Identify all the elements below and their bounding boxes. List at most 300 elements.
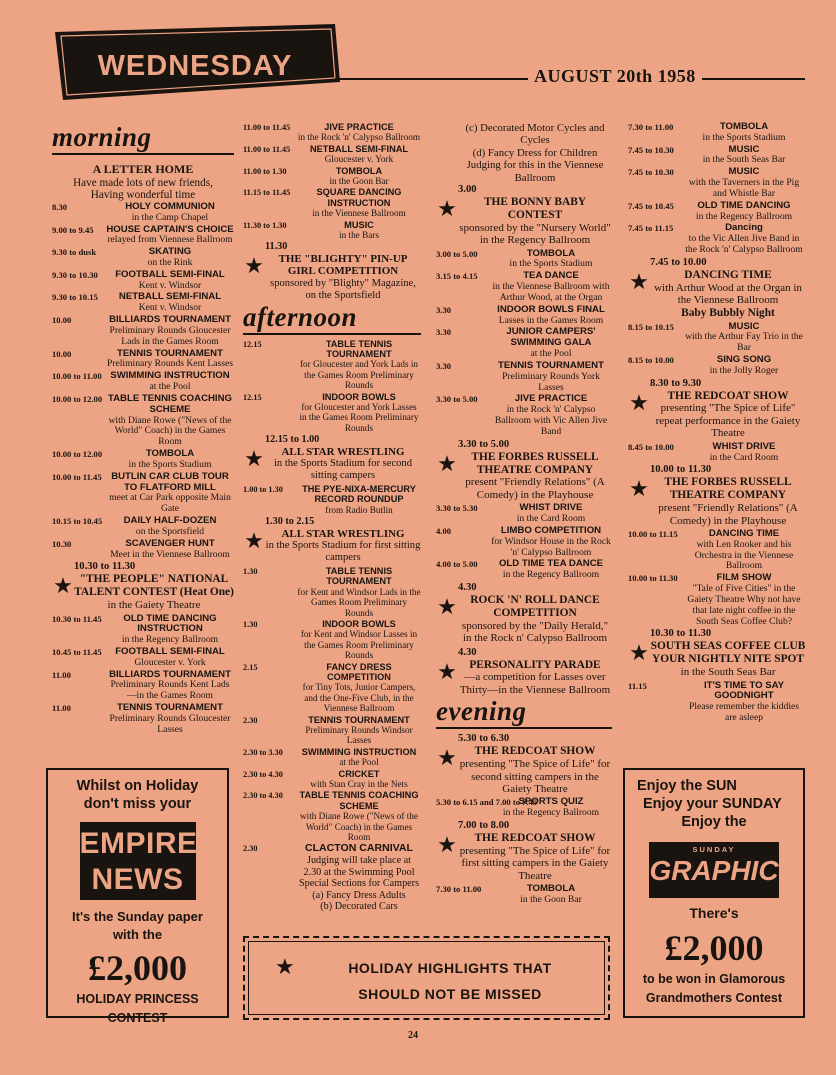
event-row: [243, 769, 421, 790]
event-time: 1.30 to 2.15: [265, 516, 315, 528]
column-four: [628, 122, 806, 725]
event-detail: in the Rock 'n' Calypso Ballroom with Vic Allen Jive Band: [494, 404, 608, 437]
event-title: TOMBOLA: [335, 165, 383, 176]
ad-line: HOLIDAY PRINCESS: [76, 992, 199, 1007]
event-row: [243, 392, 421, 434]
event-row: [436, 394, 612, 437]
event-row: [436, 559, 612, 581]
event-title: FOOTBALL SEMI-FINAL: [115, 645, 225, 657]
intro-line: Have made lots of new friends,: [73, 176, 213, 189]
featured-event: [628, 464, 806, 527]
event-time: 1.00 to 1.30: [243, 484, 283, 494]
column-three: [436, 122, 612, 907]
event-row: [243, 619, 421, 661]
event-time: 10.30 to 11.45: [52, 613, 102, 624]
event-title: ROCK 'N' ROLL DANCE COMPETITION: [470, 594, 600, 619]
event-row: [243, 747, 421, 768]
event-title: SING SONG: [716, 353, 772, 365]
carnival-note: Judging for this in the Viennese Ballroom: [466, 159, 604, 184]
event-title: MUSIC: [728, 166, 760, 178]
ad-line: Whilst on Holiday: [76, 778, 199, 794]
event-title: NETBALL SEMI-FINAL: [310, 143, 408, 154]
event-row: [52, 292, 234, 314]
prize-amount: £2,000: [664, 927, 764, 968]
event-row: [52, 472, 234, 515]
event-title: INDOOR BOWLS: [322, 391, 396, 402]
event-row: [52, 247, 234, 269]
event-time: 10.00 to 11.30: [628, 573, 678, 584]
event-detail: present "Friendly Relations" (A Comedy) in the Playhouse: [465, 476, 605, 501]
event-title: OLD TIME DANCING: [697, 199, 791, 211]
event-detail: with Stan Cray in the Nets: [310, 779, 408, 789]
event-row: [52, 703, 234, 735]
event-row: [628, 201, 806, 223]
event-detail: in the Bars: [339, 230, 379, 241]
featured-event: [436, 439, 612, 502]
event-title: ALL STAR WRESTLING: [281, 527, 405, 540]
event-detail: Preliminary Rounds Kent Lads—in the Games Room: [110, 679, 230, 702]
event-detail: at the Pool: [530, 348, 572, 360]
event-detail: presenting "The Spice of Life" for second sitting campers in the Gaiety Theatre: [459, 758, 611, 795]
event-detail: in the Sports Stadium: [128, 458, 212, 470]
star-icon: ★: [244, 253, 264, 279]
event-detail: at the Pool: [149, 381, 191, 393]
event-detail: Lasses in the Games Room: [498, 314, 604, 326]
event-title: THE FORBES RUSSELL THEATRE COMPANY: [664, 476, 792, 502]
event-detail: in the Sports Stadium: [702, 131, 786, 143]
event-title: TABLE TENNIS TOURNAMENT: [325, 565, 393, 587]
event-row: [52, 670, 234, 702]
event-title: BILLIARDS TOURNAMENT: [109, 314, 231, 326]
event-title: DAILY HALF-DOZEN: [123, 515, 217, 527]
event-time: 11.00: [52, 669, 71, 680]
event-title: HOLY COMMUNION: [125, 200, 215, 212]
ad-line: to be won in Glamorous: [642, 971, 786, 986]
event-detail: "Tale of Five Cities" in the Gaiety Theatre Why not have that late night coffee in the South Seas Coffee Club?: [687, 583, 801, 627]
event-detail: in the Regency Ballroom: [502, 569, 600, 581]
carnival-item: (c) Decorated Motor Cycles and Cycles: [465, 122, 605, 147]
event-title: SWIMMING INSTRUCTION: [110, 370, 230, 382]
event-time: 3.30 to 5.00: [436, 394, 478, 405]
event-title: THE "BLIGHTY" PIN-UP GIRL COMPETITION: [278, 252, 408, 278]
event-time: 10.15 to 10.45: [52, 516, 103, 527]
event-time: 2.30 to 4.30: [243, 791, 283, 801]
event-title: THE REDCOAT SHOW: [474, 832, 596, 845]
evening-heading: evening: [436, 698, 612, 729]
event-time: 7.45 to 10.00: [650, 256, 707, 268]
event-row: [628, 167, 806, 199]
event-detail: Judging will take place at 2.30 at the Swimming Pool Special Sections for Campers: [298, 855, 420, 890]
event-detail: for Kent and Windsor Lasses in the Games Room Preliminary Rounds: [300, 629, 418, 661]
event-title: DANCING TIME: [708, 527, 780, 539]
event-detail: in the Rock 'n' Calypso Ballroom: [297, 132, 421, 143]
ad-line: Enjoy the SUN: [637, 778, 737, 794]
event-detail: present "Friendly Relations" (A Comedy) in the Playhouse: [658, 502, 798, 527]
event-time: 10.00 to 11.00: [52, 371, 102, 382]
event-detail: in the Sports Stadium for first sitting campers: [265, 540, 421, 563]
event-detail: with the Taverners in the Pig and Whistle Bar: [688, 177, 800, 199]
event-time: 9.30 to 10.15: [52, 292, 98, 303]
event-title: WHIST DRIVE: [519, 502, 583, 514]
ad-line: don't miss your: [83, 796, 192, 812]
event-time: 10.00: [52, 315, 72, 326]
featured-event: [436, 733, 612, 795]
ad-line: with the: [112, 926, 163, 942]
event-row: [628, 529, 806, 572]
event-time: 12.15: [243, 392, 262, 402]
event-row: [52, 349, 234, 371]
event-time: 2.30: [243, 844, 258, 854]
event-detail: in the Sports Stadium for second sitting campers: [274, 458, 412, 482]
event-time: 10.00 to 11.45: [52, 471, 102, 482]
event-detail: to the Vic Allen Jive Band in the Rock 'n' Calypso Ballroom: [685, 233, 803, 256]
featured-event: [436, 582, 612, 645]
ad-line: Enjoy your SUNDAY: [643, 796, 782, 812]
event-title: SPORTS QUIZ: [518, 796, 584, 808]
event-detail: Please remember the kiddies are asleep: [688, 701, 800, 724]
event-detail: in the Gaiety Theatre: [107, 599, 201, 612]
highlights-line: SHOULD NOT BE MISSED: [358, 986, 542, 1002]
event-title: FILM SHOW: [716, 572, 772, 584]
event-title: THE REDCOAT SHOW: [667, 389, 789, 402]
event-time: 2.30 to 3.30: [243, 747, 283, 757]
event-detail: Meet in the Viennese Ballroom: [110, 548, 230, 560]
event-detail: for Gloucester and York Lasses in the Games Room Preliminary Rounds: [299, 402, 419, 433]
event-row: [52, 516, 234, 538]
event-row: [52, 270, 234, 292]
event-row: [52, 647, 234, 669]
event-title: THE BONNY BABY CONTEST: [483, 196, 587, 221]
event-detail: Kent v. Windsor: [138, 302, 202, 314]
event-detail: sponsored by "Blighty" Magazine, on the Sportsfield: [270, 277, 416, 301]
event-time: 10.45 to 11.45: [52, 646, 102, 657]
event-title: THE PYE-NIXA-MERCURY RECORD ROUNDUP: [302, 483, 416, 505]
event-time: 7.45 to 10.30: [628, 144, 674, 155]
event-detail: for Tiny Tots, Junior Campers, and the One-Five Club, in the Viennese Ballroom: [302, 682, 416, 714]
event-time: 10.00 to 12.00: [52, 449, 103, 460]
featured-event: [243, 241, 421, 301]
event-time: 11.30 to 1.30: [243, 220, 287, 230]
event-time: 3.00: [458, 184, 477, 196]
event-row: [52, 315, 234, 347]
event-detail: in the South Seas Bar: [680, 666, 776, 679]
featured-event: [52, 561, 234, 611]
event-row: [243, 790, 421, 842]
event-title: INDOOR BOWLS FINAL: [497, 303, 605, 315]
event-title: CLACTON CARNIVAL: [304, 842, 413, 855]
event-row: [243, 122, 421, 143]
star-icon: ★: [629, 268, 649, 294]
star-icon: ★: [437, 196, 457, 222]
ad-line: Grandmothers Contest: [645, 990, 783, 1005]
event-detail: in the Goon Bar: [329, 176, 389, 187]
event-row: [628, 122, 806, 144]
star-icon: ★: [275, 954, 296, 979]
logo-text: GRAPHIC: [649, 855, 779, 886]
event-row: [436, 797, 612, 819]
event-detail: meet at Car Park opposite Main Gate: [109, 492, 231, 515]
event-detail: —a competition for Lasses over Thirty—in the Viennese Ballroom: [459, 671, 611, 696]
event-detail: Gloucester v. York: [134, 656, 206, 668]
event-detail: in the Goon Bar: [520, 893, 582, 905]
star-icon: ★: [437, 745, 457, 771]
event-time: 7.45 to 10.30: [628, 167, 674, 178]
event-time: 11.00 to 11.45: [243, 123, 291, 132]
event-detail: Gloucester v. York: [324, 154, 394, 165]
event-detail: Preliminary Rounds Gloucester Lasses: [109, 712, 231, 735]
event-time: 3.00 to 5.00: [436, 248, 478, 259]
sunday-graphic-logo: [649, 842, 779, 898]
ad-line: It's the Sunday paper: [72, 909, 203, 924]
event-title: TABLE TENNIS COACHING SCHEME: [299, 790, 419, 811]
carnival-item: (a) Fancy Dress Adults: [312, 889, 406, 901]
event-time: 11.15 to 11.45: [243, 188, 291, 198]
event-title: SOUTH SEAS COFFEE CLUB YOUR NIGHTLY NITE SPOT: [650, 640, 806, 666]
event-row: [436, 884, 612, 906]
event-title: FOOTBALL SEMI-FINAL: [115, 268, 225, 280]
event-title: MUSIC: [728, 320, 760, 332]
event-detail: in the Viennese Ballroom with Arthur Wood, at the Organ: [492, 281, 610, 303]
event-row: [628, 681, 806, 724]
event-detail: from Radio Butlin: [325, 504, 393, 515]
event-title: ALL STAR WRESTLING: [281, 445, 405, 458]
event-row: [52, 202, 234, 224]
event-time: 10.00 to 11.30: [650, 464, 712, 476]
event-row: [628, 355, 806, 377]
event-title: SKATING: [148, 246, 192, 258]
event-row: [436, 361, 612, 393]
event-row: [243, 144, 421, 165]
event-title: TABLE TENNIS COACHING SCHEME: [107, 392, 232, 415]
event-time: 1.30: [243, 566, 258, 576]
event-row: [628, 442, 806, 464]
featured-event: [436, 184, 612, 247]
event-title: IT'S TIME TO SAY GOODNIGHT: [703, 679, 785, 702]
event-title: OLD TIME TEA DANCE: [498, 558, 604, 570]
event-title: MUSIC: [728, 143, 760, 155]
logo-text: SUNDAY: [692, 845, 736, 854]
star-icon: ★: [437, 450, 457, 476]
intro-title: A LETTER HOME: [92, 162, 194, 176]
event-row: [243, 187, 421, 218]
event-time: 3.30: [436, 304, 452, 315]
event-time: 2.15: [243, 662, 258, 672]
event-title: BUTLIN CAR CLUB TOUR TO FLATFORD MILL: [111, 470, 229, 493]
event-detail: with Arthur Wood at the Organ in the Viennese Ballroom: [654, 281, 802, 307]
event-title: OLD TIME DANCING INSTRUCTION: [123, 612, 217, 635]
event-time: 7.00 to 8.00: [458, 820, 510, 832]
star-icon: ★: [437, 832, 457, 858]
event-row: [436, 305, 612, 327]
carnival-item: (b) Decorated Cars: [320, 901, 398, 913]
event-title: SCAVENGER HUNT: [125, 537, 215, 549]
event-time: 9.00 to 9.45: [52, 224, 94, 235]
event-detail: relayed from Viennese Ballroom: [107, 234, 233, 246]
event-row: [436, 503, 612, 525]
event-time: 11.30: [265, 241, 288, 253]
empire-news-advert: [46, 768, 229, 1025]
event-time: 11.00: [52, 703, 71, 714]
star-icon: ★: [244, 528, 264, 554]
event-title: INDOOR BOWLS: [322, 618, 396, 629]
event-time: 4.00: [436, 525, 452, 536]
featured-event: [628, 378, 806, 440]
event-time: 3.30 to 5.30: [436, 503, 478, 514]
event-title: TABLE TENNIS TOURNAMENT: [325, 338, 393, 359]
ad-line: There's: [689, 905, 739, 921]
star-icon: ★: [437, 658, 457, 684]
star-icon: ★: [629, 640, 649, 666]
column-two: [243, 122, 421, 914]
event-title: PERSONALITY PARADE: [469, 658, 601, 671]
event-time: 12.15 to 1.00: [265, 434, 320, 446]
event-time: 11.00 to 11.45: [243, 144, 291, 154]
event-title: THE FORBES RUSSELL THEATRE COMPANY: [471, 450, 599, 476]
featured-event: [436, 647, 612, 697]
event-time: 7.30 to 11.00: [628, 122, 674, 132]
event-detail: presenting "The Spice of Life" repeat performance in the Gaiety Theatre: [655, 402, 801, 440]
event-detail: for Gloucester and York Lads in the Games Room Preliminary Rounds: [299, 359, 419, 391]
event-time: 10.30 to 11.30: [74, 561, 136, 573]
event-row: [52, 371, 234, 393]
event-time: 10.00 to 11.15: [628, 528, 678, 539]
event-detail: sponsored by the "Daily Herald," in the Rock n' Calypso Ballroom: [461, 619, 609, 645]
featured-event: [436, 820, 612, 882]
event-row: [243, 339, 421, 391]
event-title: TENNIS TOURNAMENT: [498, 359, 604, 371]
event-detail: in the Camp Chapel: [131, 211, 209, 223]
event-time: 7.30 to 11.00: [436, 884, 482, 895]
event-time: 4.30: [458, 646, 477, 658]
event-detail: in the Viennese Ballroom: [312, 208, 406, 219]
event-row: [436, 271, 612, 303]
star-icon: ★: [244, 446, 264, 472]
event-time: 11.15: [628, 680, 647, 691]
event-row: [243, 566, 421, 618]
event-detail: Preliminary Rounds Gloucester Lads in the Games Room: [109, 324, 231, 347]
highlights-line: HOLIDAY HIGHLIGHTS THAT: [348, 960, 552, 976]
event-detail: with Diane Rowe ("News of the World" Coach) in the Games Room: [108, 414, 232, 448]
event-row: [52, 539, 234, 561]
event-row: [436, 327, 612, 359]
event-title: WHIST DRIVE: [712, 440, 776, 452]
event-time: 11.00 to 1.30: [243, 166, 287, 176]
event-time: 10.30 to 11.30: [650, 628, 712, 640]
event-time: 10.00: [52, 348, 72, 359]
featured-event: [243, 434, 421, 482]
event-detail: on the Rink: [147, 257, 193, 268]
event-time: 2.30 to 4.30: [243, 769, 283, 779]
event-row: [52, 394, 234, 448]
event-detail: in the Card Room: [709, 451, 779, 463]
event-time: 3.15 to 4.15: [436, 271, 478, 282]
event-detail: in the Regency Ballroom: [695, 210, 793, 222]
event-title: TENNIS TOURNAMENT: [117, 347, 223, 359]
event-title: MUSIC: [344, 219, 374, 230]
event-title: LIMBO COMPETITION: [500, 524, 602, 536]
event-title: SQUARE DANCING INSTRUCTION: [316, 187, 402, 208]
event-title: THE REDCOAT SHOW: [474, 745, 596, 758]
event-row: [628, 573, 806, 627]
sunday-graphic-advert: [623, 768, 805, 1018]
event-title: Dancing: [725, 222, 763, 234]
event-title: TEA DANCE: [523, 270, 579, 282]
date-title: AUGUST 20th 1958: [528, 66, 702, 87]
event-time: 7.45 to 10.45: [628, 200, 674, 211]
event-title: TOMBOLA: [719, 121, 769, 132]
event-row: [243, 715, 421, 746]
event-extra: Baby Bubbly Night: [681, 306, 775, 319]
event-detail: for Windsor House in the Rock 'n' Calypso Ballroom: [491, 535, 611, 558]
event-title: CRICKET: [338, 768, 380, 779]
event-row: [628, 223, 806, 255]
morning-heading: morning: [52, 124, 234, 155]
star-icon: ★: [629, 389, 649, 415]
event-time: 10.30: [52, 538, 72, 549]
event-time: 9.30 to 10.30: [52, 269, 98, 280]
day-banner: [55, 22, 340, 102]
event-title: DANCING TIME: [684, 268, 772, 281]
event-row: [243, 166, 421, 187]
page-number: 24: [408, 1030, 418, 1041]
event-title: TENNIS TOURNAMENT: [117, 702, 223, 714]
event-row: [52, 225, 234, 247]
event-title: SWIMMING INSTRUCTION: [301, 746, 417, 757]
event-detail: in the South Seas Bar: [702, 154, 786, 166]
event-row: [243, 484, 421, 515]
event-title: HOUSE CAPTAIN'S CHOICE: [106, 223, 234, 235]
featured-event: [628, 257, 806, 320]
event-time: 4.00 to 5.00: [436, 559, 478, 570]
event-detail: at the Pool: [339, 757, 379, 768]
event-title: TOMBOLA: [526, 247, 576, 259]
event-time: 8.30: [52, 201, 68, 212]
event-time: 5.30 to 6.15 and 7.00 to 7.45: [436, 797, 538, 808]
event-row: [628, 145, 806, 167]
event-row: [243, 220, 421, 241]
event-time: 8.15 to 10.00: [628, 354, 674, 365]
star-icon: ★: [437, 594, 457, 620]
event-title: NETBALL SEMI-FINAL: [118, 291, 222, 303]
event-detail: in the Regency Ballroom: [502, 807, 600, 819]
column-morning: [52, 122, 234, 737]
event-detail: on the Sportsfield: [135, 525, 205, 537]
ad-line: CONTEST: [107, 1010, 168, 1025]
event-row: [243, 662, 421, 714]
event-time: 10.00 to 12.00: [52, 393, 103, 404]
event-detail: Preliminary Rounds Windsor Lasses: [305, 724, 413, 746]
event-title: BILLIARDS TOURNAMENT: [109, 668, 231, 680]
event-time: 3.30 to 5.00: [458, 438, 510, 450]
event-detail: in the Sports Stadium: [509, 258, 593, 270]
event-title: FANCY DRESS COMPETITION: [326, 661, 392, 682]
empire-news-logo: [80, 822, 196, 900]
event-title: JUNIOR CAMPERS' SWIMMING GALA: [506, 326, 596, 349]
event-time: 2.30: [243, 715, 258, 725]
event-detail: Preliminary Rounds Kent Lasses: [106, 358, 234, 370]
featured-event: [628, 628, 806, 678]
event-time: 9.30 to dusk: [52, 247, 97, 258]
event-title: TENNIS TOURNAMENT: [308, 714, 410, 725]
prize-amount: £2,000: [88, 948, 187, 989]
event-time: 8.45 to 10.00: [628, 441, 674, 452]
event-row: [52, 614, 234, 646]
event-row: [628, 322, 806, 354]
event-time: 3.30: [436, 360, 452, 371]
event-time: 4.30: [458, 582, 477, 594]
star-icon: ★: [53, 573, 73, 599]
event-detail: with Diane Rowe ("News of the World" Coach) in the Games Room: [299, 811, 418, 843]
